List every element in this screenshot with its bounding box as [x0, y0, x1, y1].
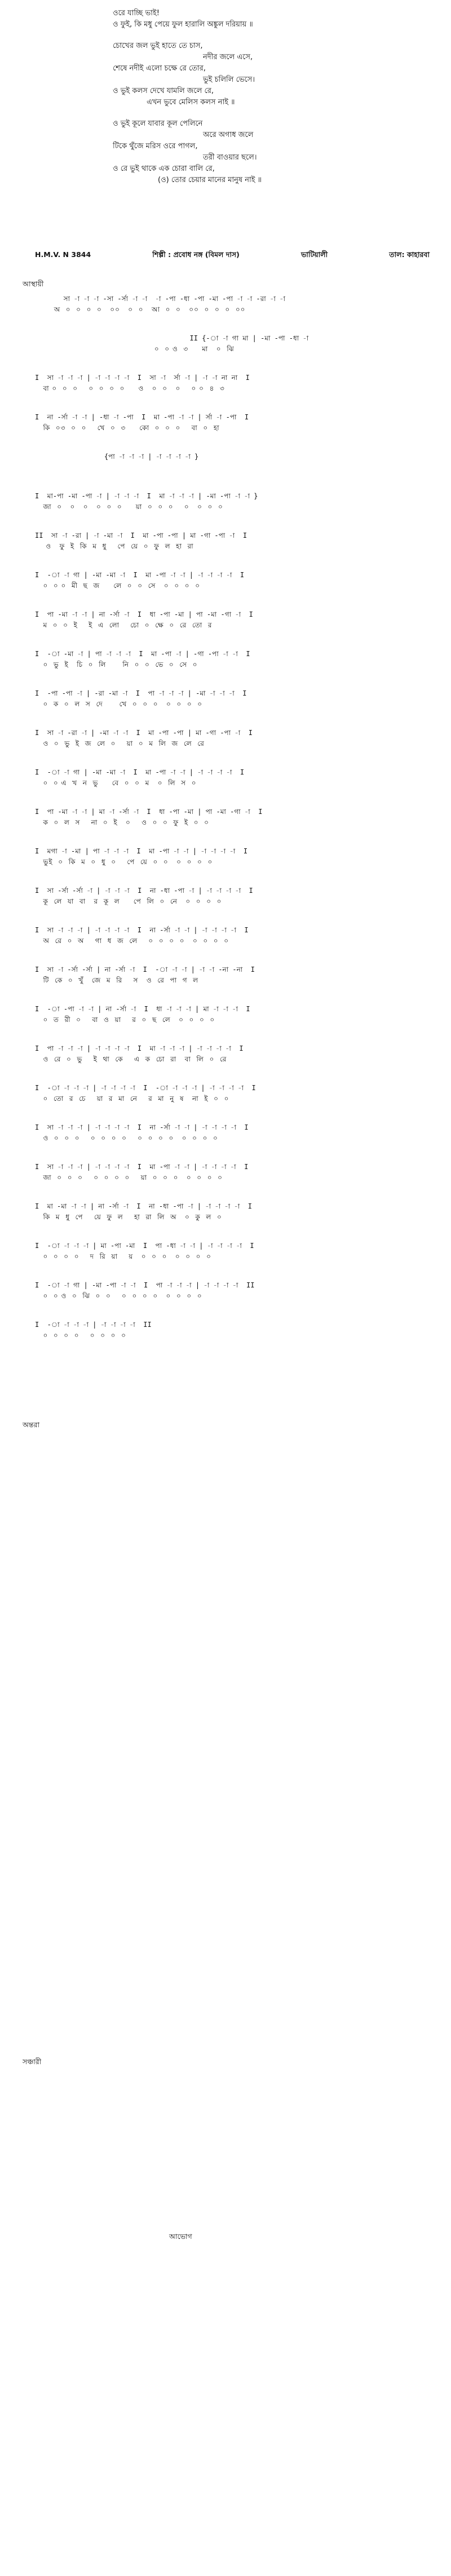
lyric-syllables: কি ০৩ ০ ০ খে ০ ৩ কো ০ ০ ০ বা ০ হা [35, 424, 220, 432]
swara-line: I সা -া -া -া | -া -া -া -া I মা -পা -া -া | -া -া -া -া I [35, 1163, 249, 1171]
swara-line: I পা -া -া -া | -া -া -া -া I মা -া -া -া | -া -া -া -া I [35, 1044, 244, 1052]
notation-system [35, 333, 430, 372]
swara-line: I সা -া -র্সা -র্সা | না -র্সা -া I -া -া -া | -া -া -না -না I [35, 966, 255, 973]
swara-line: I -া -পা -া -া | না -র্সা -া I ধা -া -া -া | মা -া -া -া I [35, 1005, 250, 1013]
lyric-line: এখন ভুবে মেলিস কলস নাই ॥ [147, 98, 235, 107]
lyric-line: ও ফুই, কি মধু পেয়ে ফুল হারালি অঙ্কুল দরিয়ায় ॥ [113, 20, 253, 29]
lyric-syllables: ও রে ০ ভু ই থা কে এ ক চো রা বা লি ০ রে [35, 1055, 227, 1063]
notation-system [35, 372, 430, 411]
swara-line: I না -র্সা -া -া | -ধা -া -পা I মা -পা -া -া | র্সা -া -পা I [35, 413, 249, 421]
lyric-line: নদীর জলে এসে, [203, 53, 253, 61]
record-number: H.M.V. N 3844 [35, 250, 91, 259]
section-label-sanchari: সঞ্চারী [23, 2057, 42, 2066]
swara-line: I মা -মা -া -া | না -র্সা -া I না -ধা -পা -া | -া -া -া -া I [35, 1202, 253, 1210]
swara-line: সা -া -া -া -সা -র্সা -া -া -া -পা -ধা -পা -মা -পা -া -া -রা -া -া [35, 295, 285, 303]
swara-line: I সা -া -া -া | -া -া -া -া I না -র্সা -া -া | -া -া -া -া I [35, 1123, 249, 1131]
lyric-syllables: ০ তো র চে য়া র মা নে র মা নু ষ না ই ০ ০ [35, 1095, 229, 1103]
lyric-syllables: ক ০ ল স না ০ ই ০ ও ০ ০ ফু ই ০ ০ [35, 818, 209, 826]
notation-system [35, 293, 430, 333]
swara-line: I -া -া গা | -মা -পা -া -া I পা -া -া -া | -া -া -া -া II [35, 1281, 255, 1289]
notation-system [35, 411, 430, 451]
tala-name: তাল: কাহারবা [389, 250, 430, 259]
swara-line: II {-া -া গা মা | -মা -পা -ধা -া [35, 334, 309, 342]
notation-system [35, 688, 430, 727]
swara-line: I সা -র্সা -র্সা -া | -া -া -া I না -ধা -পা -া | -া -া -া -া I [35, 887, 253, 895]
lyric-syllables: টি কে ০ খুঁ জে ম রি স ও রে পা গ ল [35, 976, 199, 984]
notation-staff [35, 293, 430, 1358]
lyric-syllables: অ রে ০ অ গা ধ জ লে ০ ০ ০ ০ ০ ০ ০ ০ [35, 937, 229, 945]
notation-system [35, 806, 430, 846]
lyric-syllables: ০ ০ ও ৩ মা ০ ঝি [35, 345, 235, 353]
swara-line: I সা -া -রা -া | -মা -া -া I মা -পা -পা | মা -গা -পা -া I [35, 729, 253, 737]
lyric-syllables: অ ০ ০ ০ ০ ০০ ০ ০ আ ০ ০ ০০ ০ ০ ০ ০০ [35, 306, 246, 313]
lyric-syllables: ও ০ ০ ০ ০ ০ ০ ০ ০ ০ ০ ০ ০ ০ ০ ০ [35, 1134, 218, 1142]
lyric-line: চোখের জল ভুই হাতে তে চাস, [113, 42, 203, 50]
notation-system [35, 1043, 430, 1082]
lyric-syllables: ও ০ ভু ই জ লে ০ য়া ০ ম লি জ লে রে [35, 740, 205, 747]
lyric-syllables: ০ ত রী ০ বা ও য়া র ০ ছ লে ০ ০ ০ ০ [35, 1016, 215, 1024]
recording-header [35, 250, 430, 262]
swara-line: I -া -মা -া | পা -া -া -া I মা -পা -া | -গা -পা -া -া I [35, 650, 250, 658]
raga-name: ভাটিয়ালী [300, 250, 328, 259]
notation-system [35, 530, 430, 569]
swara-line: I সা -া -া -া | -া -া -া -া I সা -া র্সা -া | -া -া না না I [35, 374, 250, 382]
lyric-syllables: ০ ভু ই চি ০ লি নি ০ ০ ভে ০ সে ০ [35, 661, 198, 669]
lyric-syllables: ও ফু ই কি ম ধু পে য়ে ০ ফু ল হা রা [35, 542, 194, 550]
lyric-syllables: জা ০ ০ ০ ০ ০ ০ য়া ০ ০ ০ ০ ০ ০ ০ [35, 503, 223, 511]
lyric-line: ভুই চলিলি ভেসে। [203, 76, 255, 84]
lyric-syllables: জা ০ ০ ০ ০ ০ ০ ০ য়া ০ ০ ০ ০ ০ ০ ০ [35, 1174, 223, 1181]
notation-system [35, 1122, 430, 1161]
notation-system [35, 1003, 430, 1043]
swara-line: I -া -া গা | -মা -মা -া I মা -পা -া -া | -া -া -া -া I [35, 571, 245, 579]
lyric-line: শেষে নদীই এলো চক্ষে রে তোর, [113, 64, 206, 73]
lyric-line: তরী বাওয়ার ছলে। [203, 153, 257, 162]
section-label-abhog: আভোগ [169, 2232, 192, 2241]
notation-system [35, 767, 430, 806]
singer-credit: শিল্পী : প্রবোধ নঙ্গ (বিমল দাস) [152, 250, 240, 259]
swara-line: I পা -মা -া -া | মা -া -র্সা -া I ধা -পা -মা | পা -মা -গা -া I [35, 808, 263, 816]
swara-line: I -া -া -া -া | -া -া -া -া I -া -া -া -া | -া -া -া -া I [35, 1084, 256, 1092]
swara-line: I মা-পা -মা -পা -া | -া -া -া I মা -া -া -া | -মা -পা -া -া } [35, 492, 258, 500]
swara-line: I -া -া গা | -মা -মা -া I মা -পা -া -া | -া -া -া -া I [35, 768, 245, 776]
lyric-syllables: ০ ০ ০ ০ দ রি য়া য় ০ ০ ০ ০ ০ ০ ০ [35, 1252, 211, 1260]
notation-system [35, 924, 430, 964]
lyric-syllables: ম ০ ০ ই ই এ লো চো ০ ক্ষে ০ রে তো র [35, 621, 213, 629]
notation-system [35, 1319, 430, 1358]
lyric-line: ওরে যাচ্ছি ভাই! [113, 9, 160, 17]
notation-system [35, 1280, 430, 1319]
lyric-syllables: ০ ০ ও ০ ঝি ০ ০ ০ ০ ০ ০ ০ ০ ০ ০ [35, 1292, 202, 1300]
notation-system [35, 451, 430, 490]
swara-line: I মগা -া -মা | পা -া -া -া I মা -পা -া -া | -া -া -া -া I [35, 847, 248, 855]
lyric-line: টিকে থুঁজে মরিস ওরে পাগল, [113, 142, 198, 151]
lyric-line: ও রে ভুই থাকে এক চোরা বালি রে, [113, 165, 215, 173]
lyric-syllables: কি ম ধু পে য়ে ফু ল হা রা লি অ ০ কু ল ০ [35, 1213, 222, 1221]
swara-line: I -পা -পা -া | -রা -মা -া I পা -া -া -া | -মা -া -া -া I [35, 689, 247, 697]
lyric-line: ও ভুই কলস দেখে যামলি জলে রে, [113, 87, 214, 95]
swara-line: I -া -া -া -া | মা -পা -মা I পা -ধা -া -া | -া -া -া -া I [35, 1242, 254, 1250]
section-label-antara: অন্তরা [23, 1420, 39, 1429]
notation-system [35, 490, 430, 530]
lyric-syllables: ০ ০ ০ মী ছ জ লে ০ ০ সে ০ ০ ০ ০ [35, 582, 200, 590]
notation-system [35, 885, 430, 924]
swara-line: I পা -মা -া -া | না -র্সা -া I ধা -পা -মা | পা -মা -গা -া I [35, 610, 253, 618]
lyric-syllables: ০ ০ ০ ০ ০ ০ ০ ০ [35, 1331, 126, 1339]
swara-line: I -া -া -া -া | -া -া -া -া II [35, 1321, 152, 1329]
lyric-line: (ও) তোর চেয়ার মানের মানুষ নাই ॥ [158, 176, 262, 184]
swara-line: II সা -া -রা | -া -মা -া I মা -পা -পা | মা -গা -পা -া I [35, 532, 247, 539]
lyric-syllables: ০ ক ০ ল স দে খে ০ ০ ০ ০ ০ ০ ০ [35, 700, 203, 708]
notation-system [35, 1161, 430, 1201]
lyric-syllables: ভুই ০ কি ম ০ ধু ০ পে য়ে ০ ০ ০ ০ ০ ০ [35, 858, 213, 866]
swara-line: {পা -া -া -া | -া -া -া -া } [35, 453, 199, 461]
notation-system [35, 1082, 430, 1122]
notation-system [35, 569, 430, 609]
notation-system [35, 648, 430, 688]
swara-line: I সা -া -া -া | -া -া -া -া I না -র্সা -া -া | -া -া -া -া I [35, 926, 249, 934]
notation-system [35, 1240, 430, 1280]
lyric-syllables: বা ০ ০ ০ ০ ০ ০ ০ ও ০ ০ ০ ০ ০ ৪ ৩ [35, 384, 225, 392]
section-label-asthayi: আস্থায়ী [23, 280, 44, 288]
notation-system [35, 964, 430, 1003]
song-lyrics [113, 8, 350, 186]
notation-system [35, 846, 430, 885]
lyric-syllables: কূ লে যা বা র কূ ল পে লি ০ নে ০ ০ ০ ০ [35, 897, 222, 905]
notation-system [35, 727, 430, 767]
notation-system [35, 1201, 430, 1240]
notation-system [35, 609, 430, 648]
lyric-line: ও ভুই কূলে যাবার কূল পেলিনে [113, 119, 203, 128]
lyric-syllables: ০ ০ এ খ ন ভু বে ০ ০ ম ০ লি স ০ [35, 779, 197, 787]
lyric-line: অরে অগাধ জলে [203, 131, 254, 139]
